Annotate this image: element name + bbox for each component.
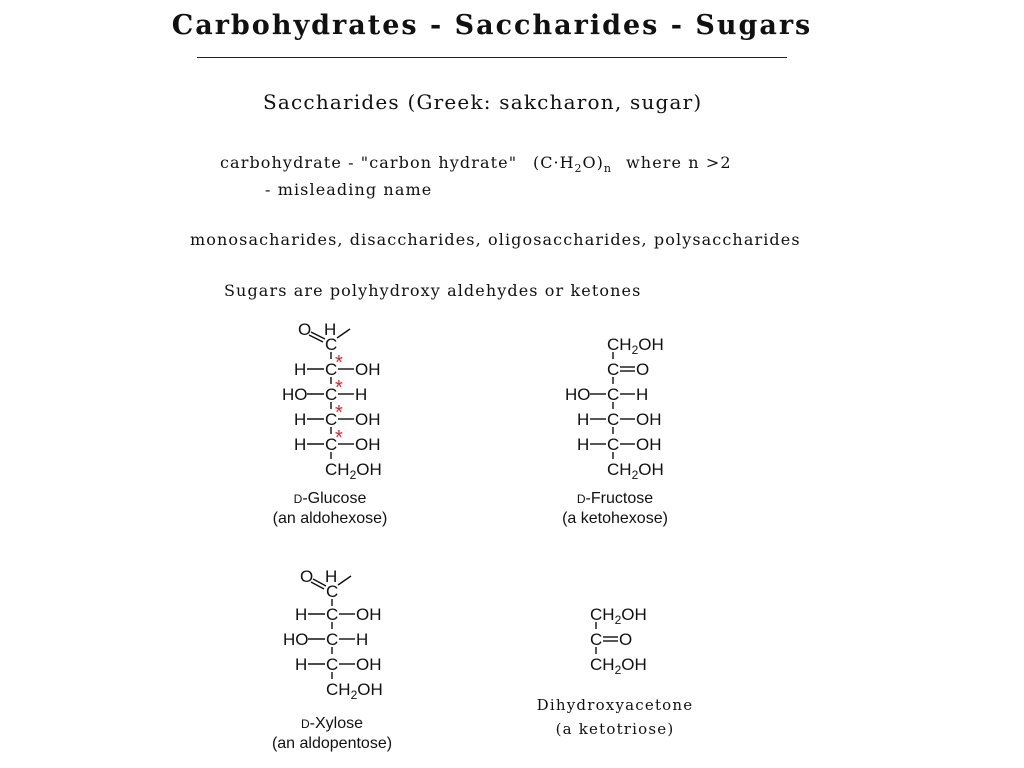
- xylose-caption: D-Xylose (an aldopentose): [271, 715, 393, 752]
- ch2oh-group: $CH_2OH$: [607, 460, 664, 482]
- atom-H: H: [294, 435, 307, 454]
- ch2oh-group: $CH_2OH$: [326, 680, 383, 702]
- stereocenter-star: *: [335, 402, 343, 424]
- xylose-structure: [270, 562, 420, 712]
- atom-H: H: [636, 385, 649, 404]
- atom-C: C: [325, 385, 338, 404]
- title-underline: [197, 57, 787, 58]
- atom-HO: HO: [565, 385, 591, 404]
- atom-H: H: [294, 410, 307, 429]
- atom-OH: OH: [356, 655, 382, 674]
- subtitle: Saccharides (Greek: sakcharon, sugar): [263, 90, 703, 114]
- single-bond: [337, 329, 350, 338]
- formula-condition: where n >2: [626, 153, 732, 172]
- stereocenter-star: *: [335, 377, 343, 399]
- page-title: Carbohydrates - Saccharides - Sugars: [171, 10, 813, 41]
- atom-C: C: [325, 410, 338, 429]
- atom-C: C: [607, 385, 620, 404]
- single-bond: [338, 576, 351, 585]
- carbohydrate-definition: carbohydrate - "carbon hydrate": [220, 153, 518, 172]
- atom-OH: OH: [636, 435, 662, 454]
- aldehyde-carbon: C: [326, 582, 339, 601]
- atom-C: C: [326, 655, 339, 674]
- atom-OH: OH: [356, 605, 382, 624]
- atom-H: H: [355, 385, 368, 404]
- atom-C: C: [590, 630, 603, 649]
- atom-OH: OH: [355, 435, 381, 454]
- atom-H: H: [294, 360, 307, 379]
- atom-H: H: [295, 655, 308, 674]
- double-bond: [311, 332, 325, 339]
- atom-H: H: [577, 435, 590, 454]
- ch2oh-group: $CH_2OH$: [607, 335, 664, 357]
- atom-OH: OH: [636, 410, 662, 429]
- aldehyde-carbon: C: [325, 335, 338, 354]
- atom-HO: HO: [283, 630, 309, 649]
- sugars-statement: Sugars are polyhydroxy aldehydes or ketones: [224, 281, 642, 300]
- atom-C: C: [607, 435, 620, 454]
- aldehyde-oxygen: O: [300, 567, 314, 586]
- misleading-name-note: - misleading name: [265, 180, 433, 199]
- aldehyde-hydrogen: H: [324, 320, 337, 339]
- general-formula: $(C\cdot H_2O)_n$: [533, 153, 612, 176]
- atom-H: H: [356, 630, 369, 649]
- atom-OH: OH: [355, 410, 381, 429]
- aldehyde-oxygen: O: [298, 320, 312, 339]
- aldehyde-hydrogen: H: [325, 567, 338, 586]
- atom-C: C: [325, 360, 338, 379]
- atom-HO: HO: [282, 385, 308, 404]
- atom-OH: OH: [355, 360, 381, 379]
- atom-C: C: [325, 435, 338, 454]
- ch2oh-group: $CH_2OH$: [325, 460, 382, 482]
- ketone-oxygen: O: [636, 360, 650, 379]
- atom-C: C: [326, 605, 339, 624]
- stereocenter-star: *: [335, 352, 343, 374]
- fructose-caption: D-Fructose (a ketohexose): [562, 490, 668, 527]
- ch2oh-group: $CH_2OH$: [590, 655, 647, 677]
- atom-C: C: [607, 410, 620, 429]
- ketone-oxygen: O: [619, 630, 633, 649]
- fructose-structure: [555, 330, 705, 480]
- atom-C: C: [607, 360, 620, 379]
- stereocenter-star: *: [335, 427, 343, 449]
- atom-H: H: [295, 605, 308, 624]
- glucose-caption: D-Glucose (an aldohexose): [272, 490, 388, 527]
- glucose-structure: [270, 315, 420, 490]
- ch2oh-group: $CH_2OH$: [590, 605, 647, 627]
- dihydroxyacetone-caption: Dihydroxyacetone (a ketotriose): [536, 696, 694, 738]
- atom-H: H: [577, 410, 590, 429]
- saccharide-classes: monosacharides, disaccharides, oligosaccharides, polysaccharides: [190, 230, 801, 249]
- dihydroxyacetone-structure: [570, 600, 700, 680]
- atom-C: C: [326, 630, 339, 649]
